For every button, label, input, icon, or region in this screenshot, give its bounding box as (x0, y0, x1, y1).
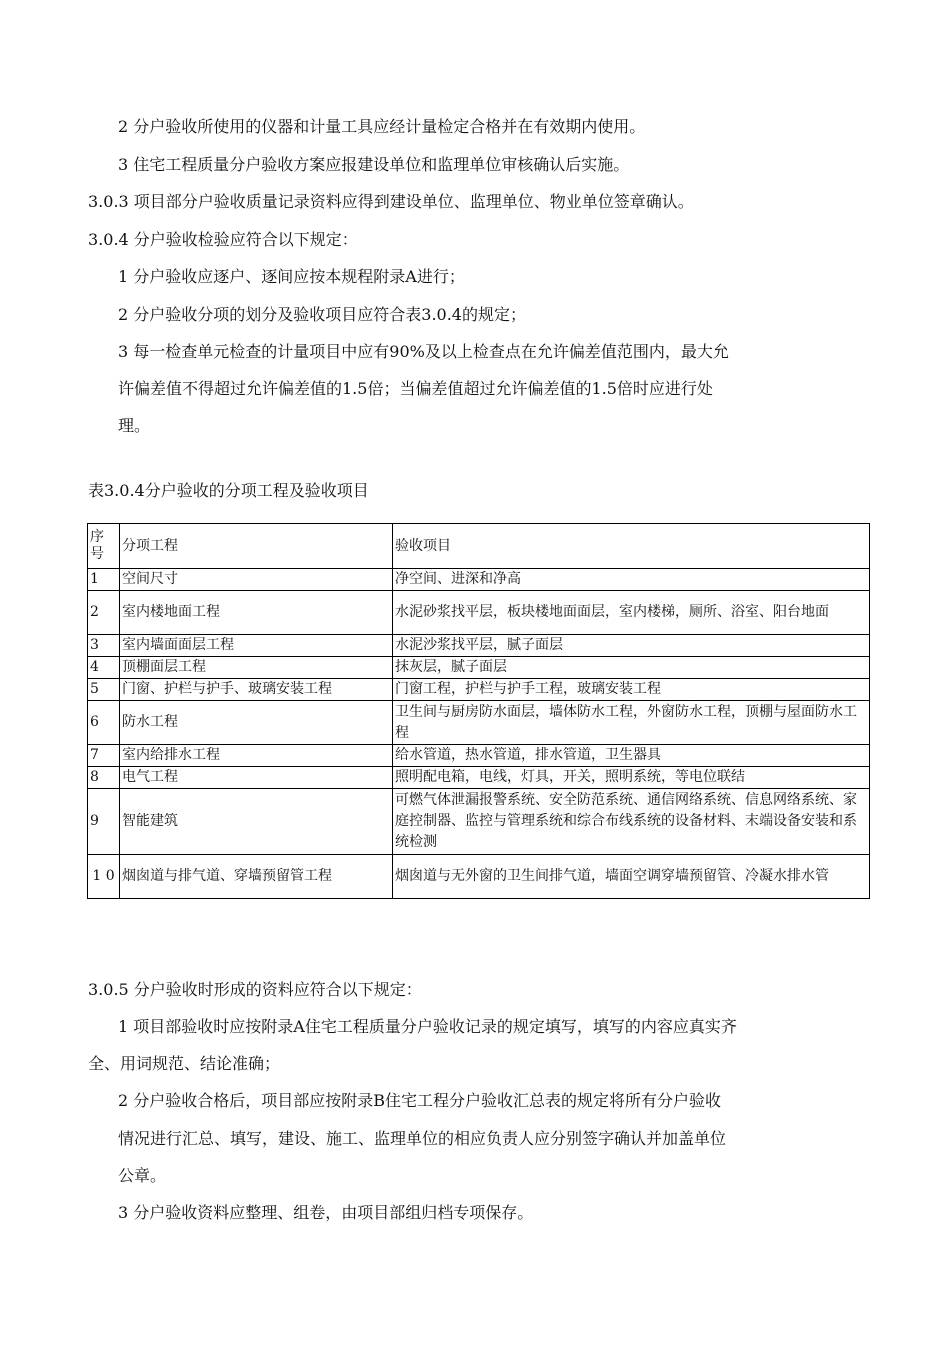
cell-check: 烟囱道与无外窗的卫生间排气道，墙面空调穿墙预留管、冷凝水排水管 (393, 855, 870, 899)
cell-item: 防水工程 (120, 701, 393, 745)
paragraph: 1 项目部验收时应按附录A住宅工程质量分户验收记录的规定填写，填写的内容应真实齐 (118, 1017, 737, 1036)
section-heading-3-0-5: 3.0.5 分户验收时形成的资料应符合以下规定： (88, 980, 422, 999)
table-row (88, 745, 870, 767)
section-heading-3-0-4: 3.0.4 分户验收检验应符合以下规定： (88, 230, 358, 249)
cell-item: 电气工程 (120, 767, 393, 789)
cell-no: 1 0 (88, 855, 120, 899)
cell-item: 智能建筑 (120, 789, 393, 855)
cell-check: 净空间、进深和净高 (393, 569, 870, 591)
cell-item: 空间尺寸 (120, 569, 393, 591)
table-row (88, 569, 870, 591)
cell-check: 可燃气体泄漏报警系统、安全防范系统、通信网络系统、信息网络系统、家庭控制器、监控与管理系统和综合布线系统的设备材料、末端设备安装和系统检测 (393, 789, 870, 855)
cell-check: 卫生间与厨房防水面层，墙体防水工程，外窗防水工程，顶棚与屋面防水工程 (393, 701, 870, 745)
cell-item: 烟囱道与排气道、穿墙预留管工程 (120, 855, 393, 899)
paragraph-continuation: 公章。 (118, 1166, 167, 1185)
table-row (88, 591, 870, 635)
cell-check: 抹灰层，腻子面层 (393, 657, 870, 679)
cell-item: 室内给排水工程 (120, 745, 393, 767)
header-check: 验收项目 (393, 524, 870, 569)
cell-no: 5 (88, 679, 120, 701)
paragraph-continuation: 全、用词规范、结论准确； (88, 1054, 281, 1073)
paragraph: 3 每一检查单元检查的计量项目中应有90%及以上检查点在允许偏差值范围内，最大允 (118, 342, 729, 361)
cell-check: 给水管道，热水管道，排水管道，卫生器具 (393, 745, 870, 767)
paragraph: 1 分户验收应逐户、逐间应按本规程附录A进行； (118, 267, 465, 286)
cell-no: 8 (88, 767, 120, 789)
table-row (88, 855, 870, 899)
cell-no: 7 (88, 745, 120, 767)
table-row (88, 701, 870, 745)
header-item: 分项工程 (120, 524, 393, 569)
paragraph: 2 分户验收合格后，项目部应按附录B住宅工程分户验收汇总表的规定将所有分户验收 (118, 1091, 722, 1110)
cell-item: 顶棚面层工程 (120, 657, 393, 679)
paragraph-continuation: 理。 (118, 416, 151, 435)
acceptance-items-table (87, 523, 870, 899)
cell-no: 6 (88, 701, 120, 745)
table-row (88, 657, 870, 679)
cell-no: 4 (88, 657, 120, 679)
table-row (88, 789, 870, 855)
paragraph-continuation: 情况进行汇总、填写，建设、施工、监理单位的相应负责人应分别签字确认并加盖单位 (118, 1129, 727, 1148)
cell-check: 照明配电箱，电线，灯具，开关，照明系统，等电位联结 (393, 767, 870, 789)
paragraph: 2 分户验收分项的划分及验收项目应符合表3.0.4的规定； (118, 305, 526, 324)
table-header-row (88, 524, 870, 569)
table-row (88, 679, 870, 701)
cell-check: 水泥砂浆找平层，板块楼地面面层，室内楼梯，厕所、浴室、阳台地面 (393, 591, 870, 635)
paragraph: 3 分户验收资料应整理、组卷，由项目部组归档专项保存。 (118, 1203, 534, 1222)
header-no: 序号 (88, 524, 120, 569)
cell-no: 2 (88, 591, 120, 635)
paragraph: 3 住宅工程质量分户验收方案应报建设单位和监理单位审核确认后实施。 (118, 155, 630, 174)
paragraph: 2 分户验收所使用的仪器和计量工具应经计量检定合格并在有效期内使用。 (118, 117, 646, 136)
cell-check: 水泥沙浆找平层，腻子面层 (393, 635, 870, 657)
table-row (88, 635, 870, 657)
paragraph-continuation: 许偏差值不得超过允许偏差值的1.5倍；当偏差值超过允许偏差值的1.5倍时应进行处 (118, 379, 713, 398)
cell-item: 门窗、护栏与护手、玻璃安装工程 (120, 679, 393, 701)
cell-no: 3 (88, 635, 120, 657)
cell-item: 室内楼地面工程 (120, 591, 393, 635)
cell-check: 门窗工程，护栏与护手工程，玻璃安装工程 (393, 679, 870, 701)
table-row (88, 767, 870, 789)
cell-no: 9 (88, 789, 120, 855)
cell-item: 室内墙面面层工程 (120, 635, 393, 657)
cell-no: 1 (88, 569, 120, 591)
table-caption: 表3.0.4分户验收的分项工程及验收项目 (88, 481, 369, 500)
section-heading-3-0-3: 3.0.3 项目部分户验收质量记录资料应得到建设单位、监理单位、物业单位签章确认。 (88, 192, 694, 211)
